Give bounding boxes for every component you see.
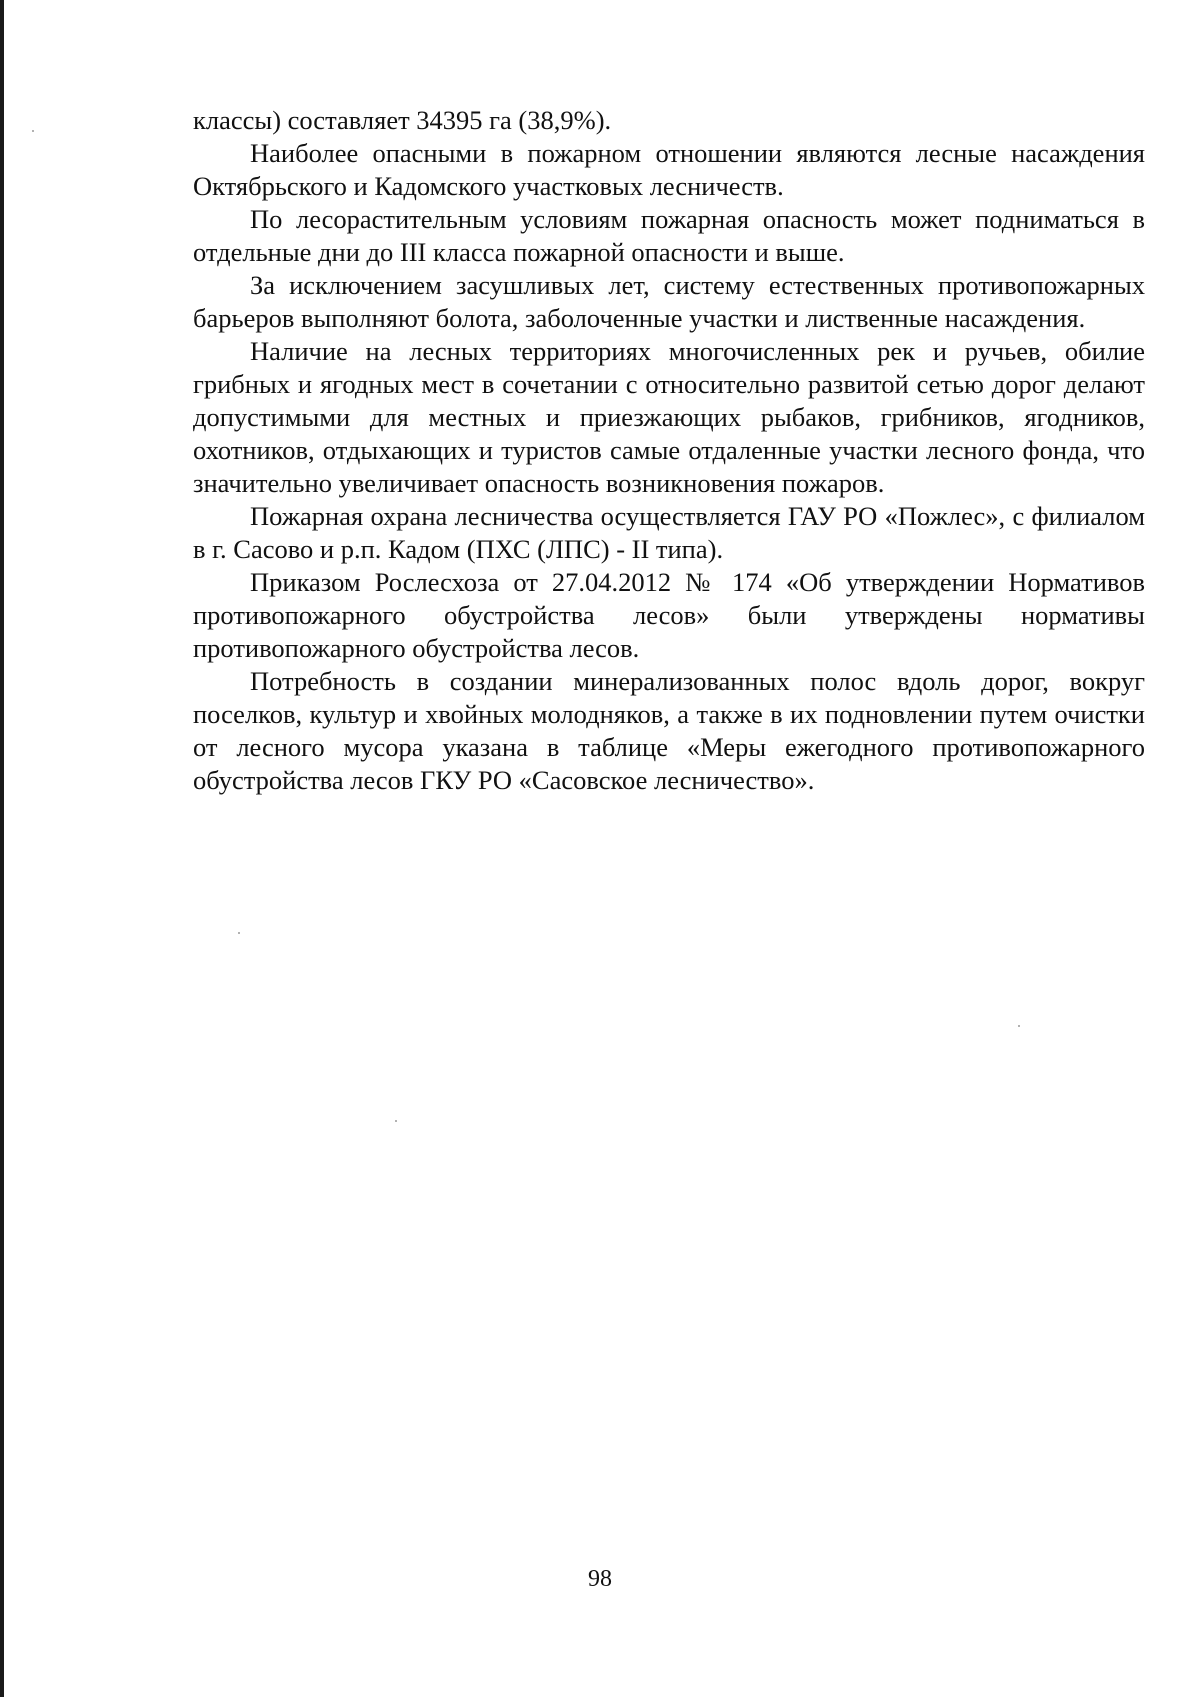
scan-speck bbox=[238, 932, 240, 934]
body-text bbox=[193, 104, 1145, 797]
paragraph: Пожарная охрана лесничества осуществляется ГАУ РО «Пожлес», с филиалом в г. Сасово и р.п. Кадом (ПХС (ЛПС) - II типа). bbox=[193, 501, 1145, 564]
page-number: 98 bbox=[588, 1566, 612, 1592]
paragraph: Наличие на лесных территориях многочисленных рек и ручьев, обилие грибных и ягодных мест в сочетании с относительно развитой сетью дорог делают допустимыми для местных и приезжающих рыбаков, грибников, ягодников, охотников, отдыхающих и туристов самые отдаленные участки лесного фонда, что значительно увеличивает опасность возникновения пожаров. bbox=[193, 336, 1145, 498]
scan-speck bbox=[32, 130, 34, 132]
paragraph: За исключением засушливых лет, систему естественных противопожарных барьеров выполняют болота, заболоченные участки и лиственные насаждения. bbox=[193, 270, 1145, 333]
paragraph: классы) составляет 34395 га (38,9%). bbox=[193, 105, 612, 135]
scan-speck bbox=[395, 1120, 397, 1122]
paragraph: Приказом Рослесхоза от 27.04.2012 № 174 «Об утверждении Нормативов противопожарного обустройства лесов» были утверждены нормативы противопожарного обустройства лесов. bbox=[193, 567, 1145, 663]
scan-speck bbox=[1018, 1025, 1020, 1027]
paragraph: Потребность в создании минерализованных полос вдоль дорог, вокруг поселков, культур и хвойных молодняков, а также в их подновлении путем очистки от лесного мусора указана в таблице «Меры ежегодного противопожарного обустройства лесов ГКУ РО «Сасовское лесничество». bbox=[193, 666, 1145, 795]
paragraph: Наиболее опасными в пожарном отношении являются лесные насаждения Октябрьского и Кадомского участковых лесничеств. bbox=[193, 138, 1145, 201]
scan-left-edge bbox=[0, 0, 4, 1697]
paragraph: По лесорастительным условиям пожарная опасность может подниматься в отдельные дни до III класса пожарной опасности и выше. bbox=[193, 204, 1145, 267]
